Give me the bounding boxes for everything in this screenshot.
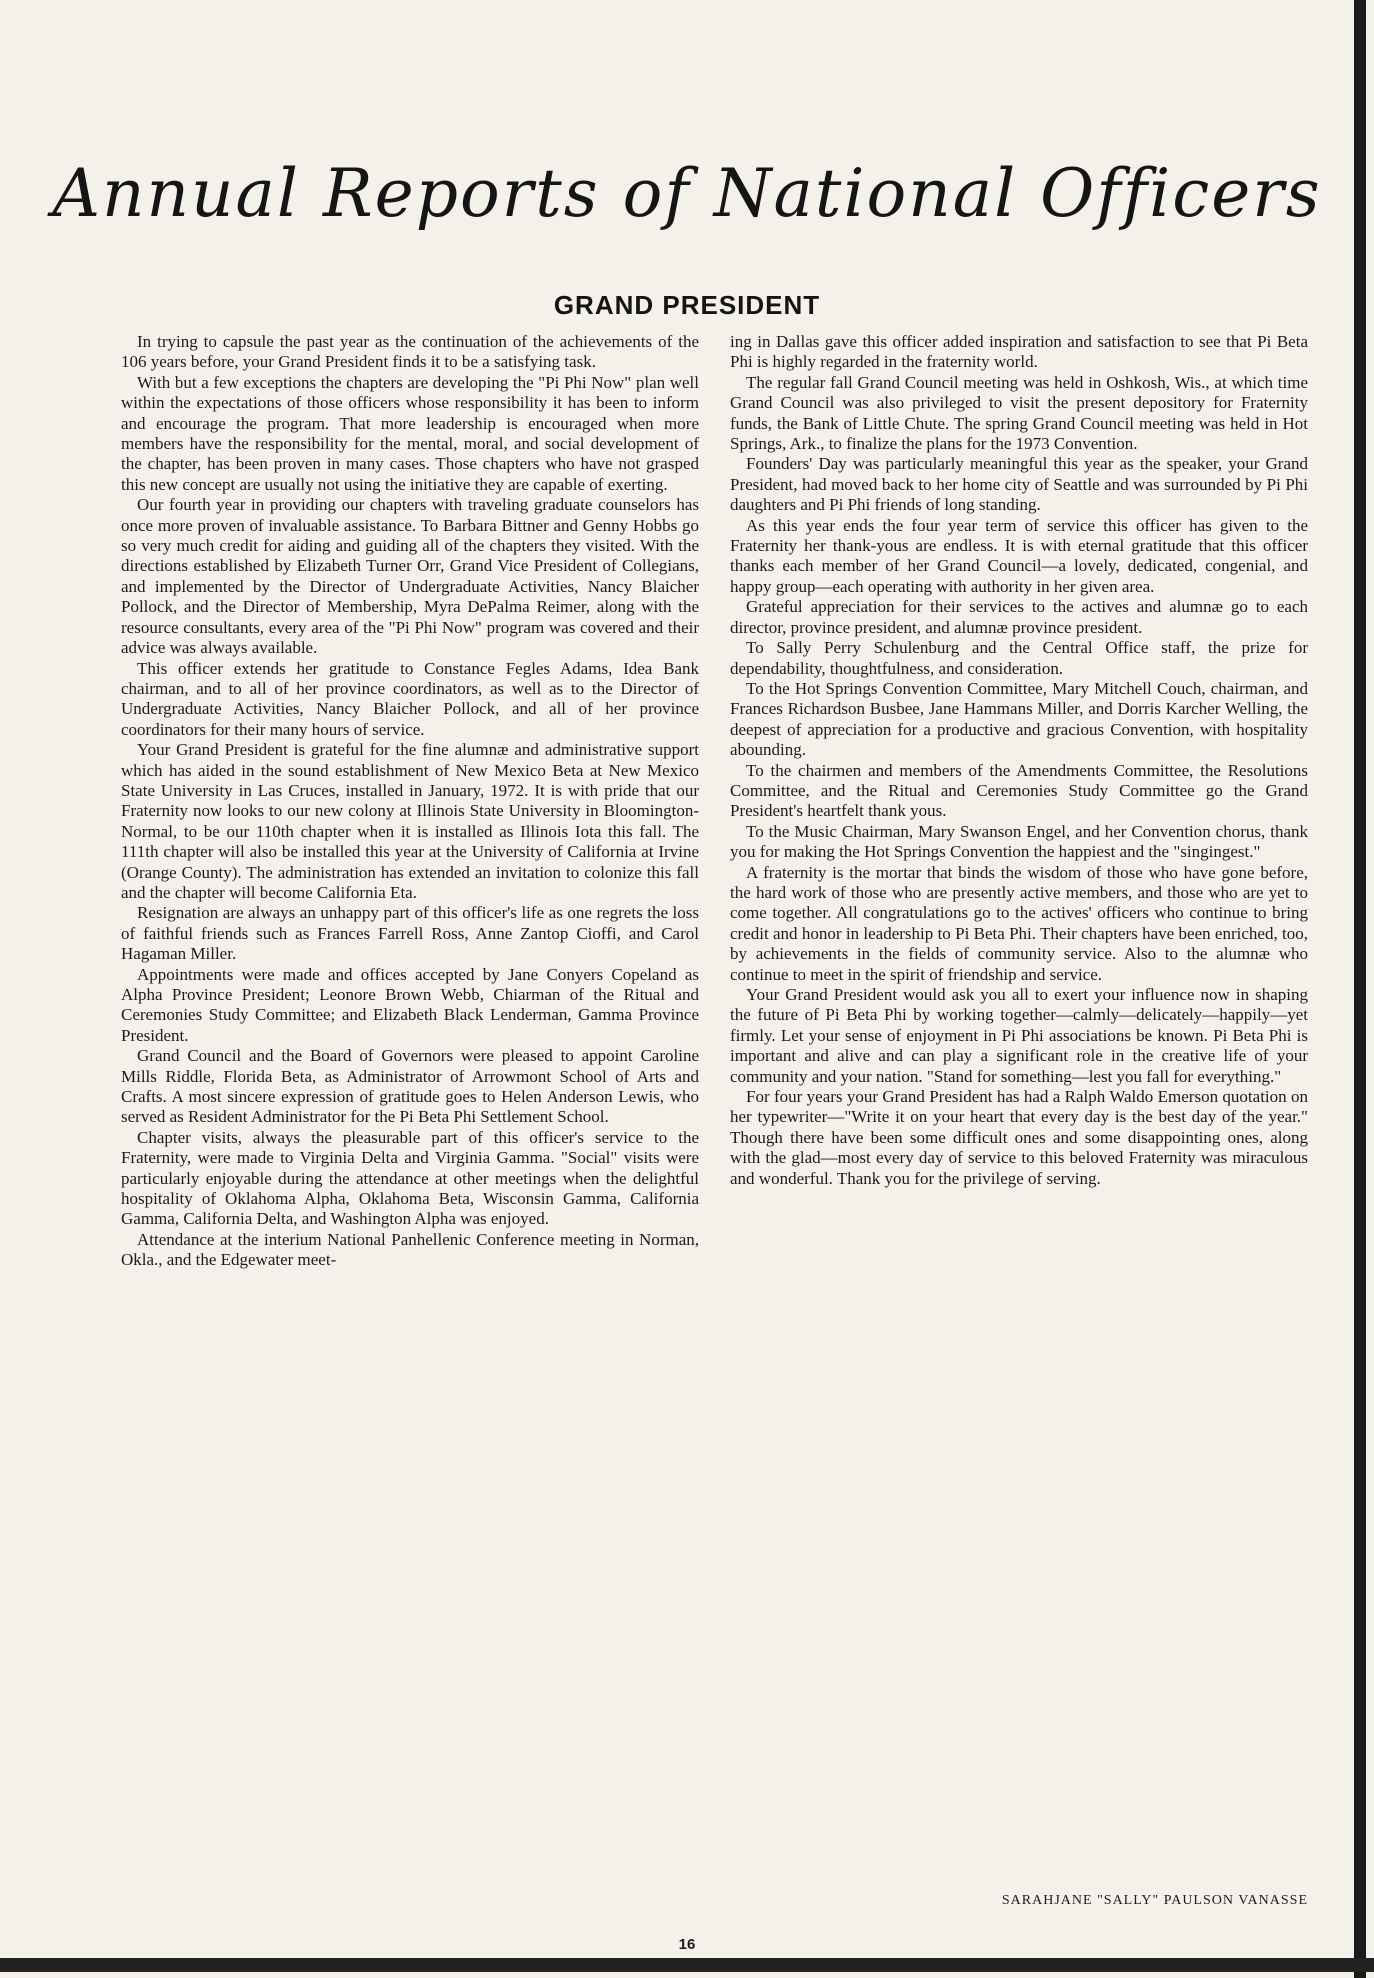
paragraph: As this year ends the four year term of service this officer has given to the Fraternity her thank-yous are endless. It is with eternal gratitude that this officer thanks each member of her Grand Council—a lovely, dedicated, congenial, and happy group—each operating with authority in her given area. <box>730 515 1308 596</box>
paragraph: To the Music Chairman, Mary Swanson Engel, and her Convention chorus, thank you for making the Hot Springs Convention the happiest and the "singingest." <box>730 821 1308 862</box>
paragraph: Grand Council and the Board of Governors were pleased to appoint Caroline Mills Riddle, Florida Beta, as Administrator of Arrowmont School of Arts and Crafts. A most sincere expression of gratitude goes to Helen Anderson Lewis, who served as Resident Administrator for the Pi Beta Phi Settlement School. <box>121 1046 699 1127</box>
paragraph: This officer extends her gratitude to Constance Fegles Adams, Idea Bank chairman, and to all of her province coordinators, as well as to the Director of Undergraduate Activities, Nancy Blaicher Pollock, and all of her province coordinators for their many hours of service. <box>121 658 699 739</box>
left-column <box>121 332 699 1271</box>
right-column <box>730 332 1308 1189</box>
page-scan-edge-bottom <box>0 1958 1374 1972</box>
paragraph: Your Grand President is grateful for the fine alumnæ and administrative support which has aided in the sound establishment of New Mexico Beta at New Mexico State University in Las Cruces, installed in January, 1972. It is with pride that our Fraternity now looks to our new colony at Illinois State University in Bloomington-Normal, to be our 110th chapter when it is installed as Illinois Iota this fall. The 111th chapter will also be installed this year at the University of California at Irvine (Orange County). The administration has extended an invitation to colonize this fall and the chapter will become California Eta. <box>121 740 699 902</box>
paragraph: The regular fall Grand Council meeting was held in Oshkosh, Wis., at which time Grand Council was also privileged to visit the present depository for Fraternity funds, the Bank of Little Chute. The spring Grand Council meeting was held in Hot Springs, Ark., to finalize the plans for the 1973 Convention. <box>730 372 1308 454</box>
paragraph: Grateful appreciation for their services to the actives and alumnæ go to each director, province president, and alumnæ province president. <box>730 597 1308 637</box>
paragraph: For four years your Grand President has had a Ralph Waldo Emerson quotation on her typewriter—"Write it on your heart that every day is the best day of the year." Though there have been some difficult ones and some disappointing ones, along with the glad—most every day of service to this beloved Fraternity was miraculous and wonderful. Thank you for the privilege of serving. <box>730 1087 1308 1188</box>
paragraph: Appointments were made and offices accepted by Jane Conyers Copeland as Alpha Province President; Leonore Brown Webb, Chiarman of the Ritual and Ceremonies Study Committee; and Elizabeth Black Lenderman, Gamma Province President. <box>121 964 699 1045</box>
paragraph: Our fourth year in providing our chapters with traveling graduate counselors has once more proven of invaluable assistance. To Barbara Bittner and Genny Hobbs go so very much credit for aiding and guiding all of the chapters they visited. With the directions established by Elizabeth Turner Orr, Grand Vice President of Collegians, and implemented by the Director of Undergraduate Activities, Nancy Blaicher Pollock, and the Director of Membership, Myra DePalma Reimer, along with the resource consultants, every area of the "Pi Phi Now" program was covered and their advice was always available. <box>121 495 699 658</box>
author-signature: SARAHJANE "SALLY" PAULSON VANASSE <box>1001 1893 1308 1908</box>
paragraph: To Sally Perry Schulenburg and the Central Office staff, the prize for dependability, thoughtfulness, and consideration. <box>730 638 1308 678</box>
paragraph: To the Hot Springs Convention Committee, Mary Mitchell Couch, chairman, and Frances Richardson Busbee, Jane Hammans Miller, and Dorris Karcher Welling, the deepest of appreciation for a productive and gracious Convention, with hospitality abounding. <box>730 678 1308 760</box>
page-number: 16 <box>678 1936 696 1953</box>
paragraph: Chapter visits, always the pleasurable part of this officer's service to the Fraternity, were made to Virginia Delta and Virginia Gamma. "Social" visits were particularly enjoyable during the attendance at other meetings when the delightful hospitality of Oklahoma Alpha, Oklahoma Beta, Wisconsin Gamma, California Gamma, California Delta, and Washington Alpha was enjoyed. <box>121 1127 699 1229</box>
paragraph: Resignation are always an unhappy part of this officer's life as one regrets the loss of faithful friends such as Frances Farrell Ross, Anne Zantop Cioffi, and Carol Hagaman Miller. <box>121 903 699 964</box>
section-title: GRAND PRESIDENT <box>553 290 821 320</box>
paragraph: With but a few exceptions the chapters are developing the "Pi Phi Now" plan well within the expectations of those officers whose responsibility it has been to inform and encourage the program. That more leadership is encouraged when more members have the responsibility for the mental, moral, and social development of the chapter, has been proven in many cases. Those chapters who have not grasped this new concept are usually not using the initiative they are capable of exerting. <box>121 372 699 494</box>
page-headline: Annual Reports of National Officers <box>52 155 1322 232</box>
paragraph: In trying to capsule the past year as the continuation of the achievements of the 106 years before, your Grand President finds it to be a satisfying task. <box>121 332 699 372</box>
paragraph: To the chairmen and members of the Amendments Committee, the Resolutions Committee, and the Ritual and Ceremonies Study Committee go the Grand President's heartfelt thank yous. <box>730 760 1308 821</box>
paragraph: A fraternity is the mortar that binds the wisdom of those who have gone before, the hard work of those who are presently active members, and those who are yet to come together. All congratulations go to the actives' officers who continue to bring credit and honor in leadership to Pi Beta Phi. Their chapters have been enriched, too, by achievements in the fields of community service. Also to the alumnæ who continue to meet in the spirit of friendship and service. <box>730 862 1308 984</box>
paragraph-continued: ing in Dallas gave this officer added inspiration and satisfaction to see that Pi Beta Phi is highly regarded in the fraternity world. <box>730 332 1308 372</box>
paragraph: Your Grand President would ask you all to exert your influence now in shaping the future of Pi Beta Phi by working together—calmly—delicately—happily—yet firmly. Let your sense of enjoyment in Pi Phi associations be known. Pi Beta Phi is important and alive and can play a significant role in the creative life of your community and your nation. "Stand for something—lest you fall for everything." <box>730 985 1308 1086</box>
paragraph: Founders' Day was particularly meaningful this year as the speaker, your Grand President, had moved back to her home city of Seattle and was surrounded by Pi Phi daughters and Pi Phi friends of long standing. <box>730 454 1308 515</box>
paragraph: Attendance at the interium National Panhellenic Conference meeting in Norman, Okla., and the Edgewater meet- <box>121 1229 699 1270</box>
